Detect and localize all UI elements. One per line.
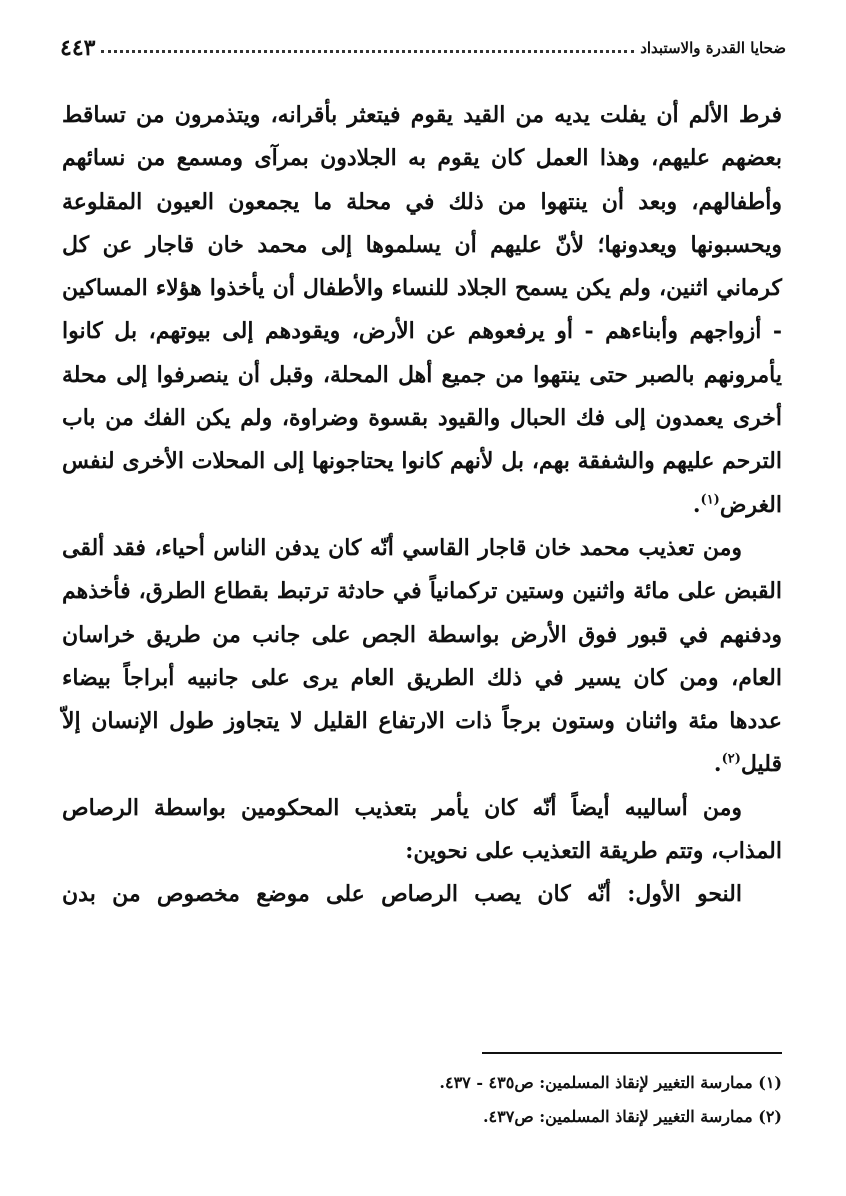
footnote-separator bbox=[482, 1052, 782, 1054]
paragraph-1-text: فرط الألم أن يفلت يديه من القيد يقوم فيتعثر بأقرانه، ويتذمرون من تساقط بعضهم عليهم، وهذا العمل كان يقوم به الجلادون بمرآى ومسمع من نسائهم وأطفالهم، وبعد أن ينتهوا من ذلك في محلة ما يجمعون العيون المقلوعة ويحسبونها ويعدونها؛ لأنّ عليهم أن يسلموها إلى محمد خان قاجار عن كل كرماني اثنين، ولم يكن يسمح الجلاد للنساء والأطفال أن يأخذوا هؤلاء المساكين - أزواجهم وأبناءهم - أو يرفعوهم عن الأرض، ويقودهم إلى بيوتهم، بل كانوا يأمرونهم بالصبر حتى ينتهوا من جميع أهل المحلة، وقبل أن ينصرفوا إلى محلة أخرى يعمدون إلى فك الحبال والقيود بقسوة وضراوة، ولم يكن الفك من باب الترحم عليهم والشفقة بهم، بل لأنهم كانوا يحتاجونها إلى المحلات الأخرى لنفس الغرض bbox=[62, 102, 782, 518]
header-leader-dots bbox=[101, 44, 634, 53]
paragraph-4 bbox=[62, 873, 782, 916]
paragraph-2-text: ومن تعذيب محمد خان قاجار القاسي أنّه كان يدفن الناس أحياء، فقد ألقى القبض على مائة واثنين وستين تركمانياً في حادثة ترتبط بقطاع الطرق، فأخذهم ودفنهم في قبور فوق الأرض بواسطة الجص على جانب من طريق خراسان العام، ومن كان يسير في ذلك الطريق العام يرى على جانبيه أبراجاً بيضاء عددها مئة واثنان وستون برجاً ذات الارتفاع القليل لا يتجاوز طول الإنسان إلاّ قليل bbox=[62, 534, 782, 778]
paragraph-3 bbox=[62, 787, 782, 874]
paragraph-2-end: . bbox=[713, 751, 722, 778]
body-text bbox=[62, 94, 782, 917]
footnotes bbox=[62, 1066, 782, 1134]
paragraph-2 bbox=[62, 527, 782, 787]
paragraph-1 bbox=[62, 94, 782, 527]
footnote-ref-2: (٢) bbox=[721, 752, 741, 768]
paragraph-4-text: النحو الأول: أنّه كان يصب الرصاص على موضع مخصوص من بدن bbox=[62, 881, 742, 908]
footnote-ref-1: (١) bbox=[700, 492, 720, 508]
footnote-1: (١) ممارسة التغيير لإنقاذ المسلمين: ص٤٣٥ - ٤٣٧. bbox=[439, 1073, 782, 1092]
page-number: ٤٤٣ bbox=[60, 35, 96, 61]
paragraph-3-text: ومن أساليبه أيضاً أنّه كان يأمر بتعذيب المحكومين بواسطة الرصاص المذاب، وتتم طريقة التعذيب على نحوين: bbox=[62, 794, 782, 865]
running-header bbox=[60, 30, 786, 66]
header-title: ضحايا القدرة والاستبداد bbox=[640, 39, 786, 57]
footnote-2: (٢) ممارسة التغيير لإنقاذ المسلمين: ص٤٣٧. bbox=[482, 1107, 782, 1126]
paragraph-1-end: . bbox=[692, 491, 701, 518]
